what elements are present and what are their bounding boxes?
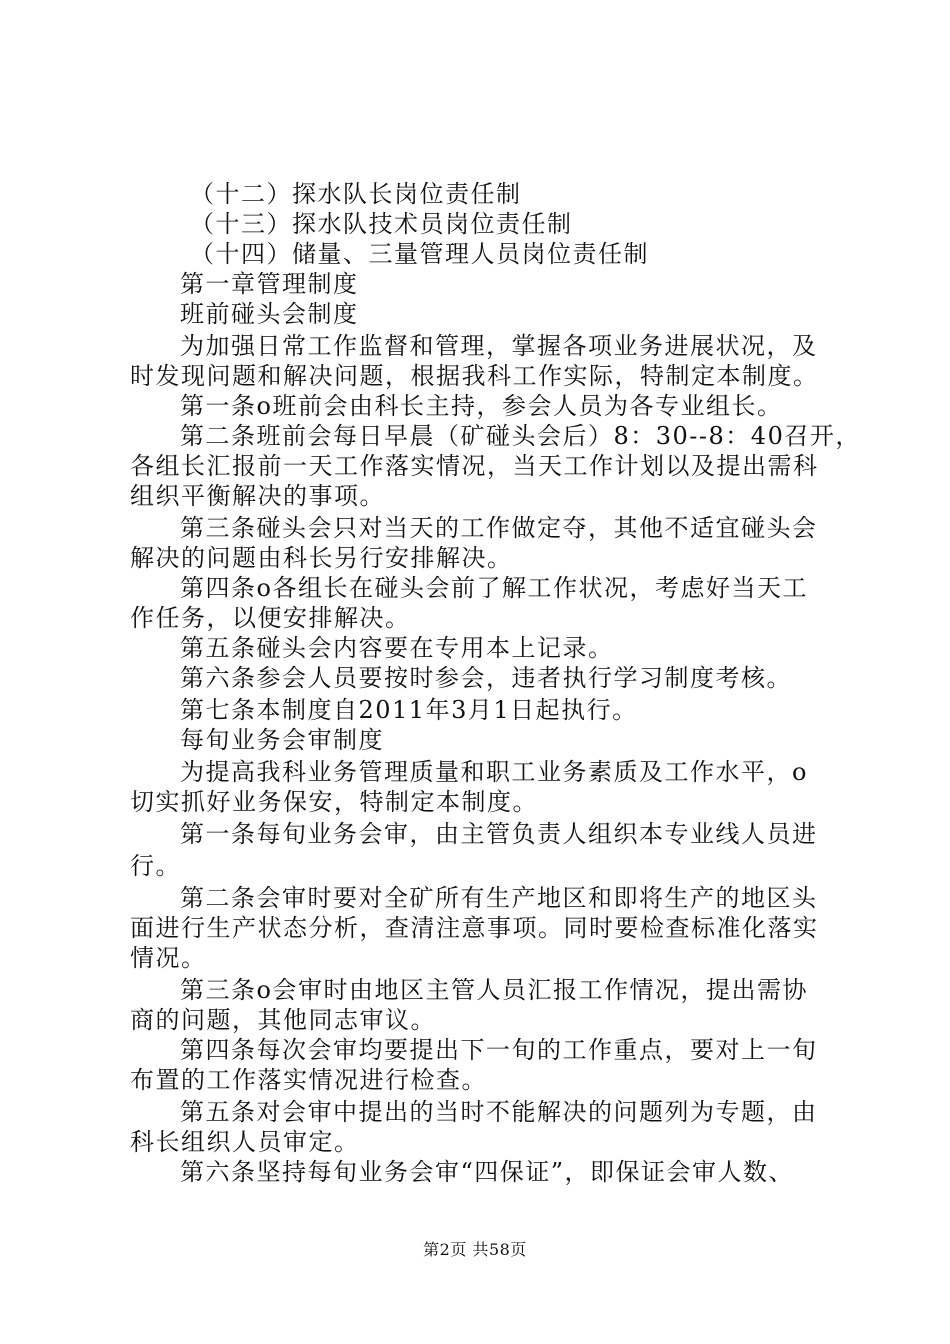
text-line: 第三条o会审时由地区主管人员汇报工作情况，提出需协 <box>180 976 808 1004</box>
text-line: 情况。 <box>130 944 207 972</box>
text-line: 为提高我科业务管理质量和职工业务素质及工作水平，o <box>180 758 808 786</box>
text-line: 第五条碰头会内容要在专用本上记录。 <box>180 634 614 662</box>
text-line: 第一条o班前会由科长主持，参会人员为各专业组长。 <box>180 392 783 420</box>
text-line: 作任务，以便安排解决。 <box>130 604 411 632</box>
text-line: 商的问题，其他同志审议。 <box>130 1006 436 1034</box>
text-line: （十二）探水队长岗位责任制 <box>190 180 522 208</box>
subsection-heading: 每旬业务会审制度 <box>180 726 384 754</box>
text-line: 科长组织人员审定。 <box>130 1128 360 1156</box>
text-line: 第二条会审时要对全矿所有生产地区和即将生产的地区头 <box>180 884 818 912</box>
text-line: 第四条o各组长在碰头会前了解工作状况，考虑好当天工 <box>180 574 808 602</box>
text-line: 组织平衡解决的事项。 <box>130 482 385 510</box>
section-heading: 第一章管理制度 <box>180 270 359 298</box>
text-line: 切实抓好业务保安，特制定本制度。 <box>130 788 538 816</box>
text-line: 行。 <box>130 852 181 880</box>
text-line: 第三条碰头会只对当天的工作做定夺，其他不适宜碰头会 <box>180 514 818 542</box>
subsection-heading: 班前碰头会制度 <box>180 300 359 328</box>
text-line: 第六条坚持每旬业务会审“四保证”，即保证会审人数、 <box>180 1158 795 1186</box>
text-line: 解决的问题由科长另行安排解决。 <box>130 544 513 572</box>
text-line: 第七条本制度自2011年3月1日起执行。 <box>180 696 638 724</box>
text-line: 第六条参会人员要按时参会，违者执行学习制度考核。 <box>180 664 792 692</box>
text-line: 时发现问题和解决问题，根据我科工作实际，特制定本制度。 <box>130 362 819 390</box>
text-line: 布置的工作落实情况进行检查。 <box>130 1066 487 1094</box>
page-number-footer: 第2页 共58页 <box>423 1240 527 1259</box>
text-line: 第五条对会审中提出的当时不能解决的问题列为专题，由 <box>180 1098 818 1126</box>
text-line: 各组长汇报前一天工作落实情况，当天工作计划以及提出需科 <box>130 452 819 480</box>
text-line: （十四）储量、三量管理人员岗位责任制 <box>190 240 649 268</box>
text-line: 第一条每旬业务会审，由主管负责人组织本专业线人员进 <box>180 820 818 848</box>
text-line: （十三）探水队技术员岗位责任制 <box>190 210 573 238</box>
text-line: 为加强日常工作监督和管理，掌握各项业务进展状况，及 <box>180 332 818 360</box>
text-line: 第四条每次会审均要提出下一旬的工作重点，要对上一旬 <box>180 1036 818 1064</box>
text-line: 第二条班前会每日早晨（矿碰头会后）8：30--8：40召开， <box>180 422 861 450</box>
text-line: 面进行生产状态分析，查清注意事项。同时要检查标准化落实 <box>130 914 819 942</box>
